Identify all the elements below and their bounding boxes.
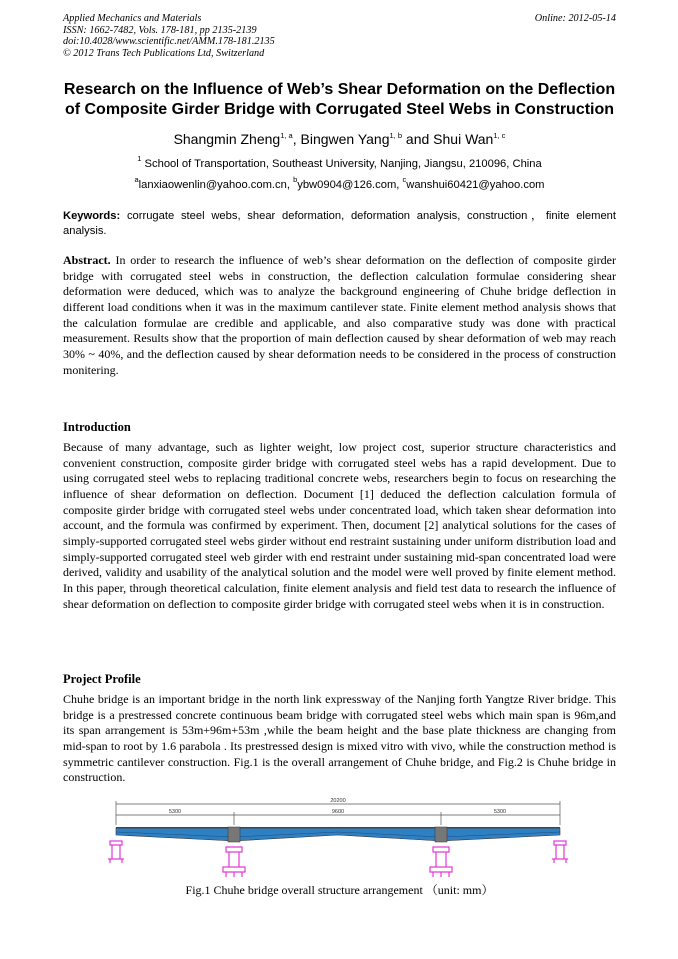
figure-caption: Fig.1 Chuhe bridge overall structure arrangement （unit: mm）	[185, 883, 494, 897]
keywords-label: Keywords:	[63, 210, 121, 222]
affiliation	[63, 154, 616, 172]
bridge-figure	[100, 797, 578, 882]
title-line-2: of Composite Girder Bridge with Corrugated Steel Webs in Construction	[64, 101, 615, 118]
author-name: Shangmin Zheng	[173, 131, 281, 147]
affiliation-text: School of Transportation, Southeast University, Nanjing, Jiangsu, 210096, China	[141, 158, 542, 170]
journal-name: Applied Mechanics and Materials	[63, 13, 202, 24]
author-name: Bingwen Yang	[300, 131, 390, 147]
paper-title	[63, 80, 616, 120]
author-sup: 1, c	[493, 131, 506, 140]
title-line-1: Research on the Influence of Web’s Shear Deformation on the Deflection	[63, 81, 616, 98]
email-sup: c	[402, 175, 407, 184]
author-sup: 1, a	[280, 131, 293, 140]
pier-right-end	[552, 841, 568, 863]
email-sup: a	[134, 175, 139, 184]
author-sup: 1, b	[389, 131, 403, 140]
pier-main-right	[430, 847, 452, 877]
section-heading-project-profile: Project Profile	[63, 672, 141, 686]
author-sep: ,	[292, 131, 301, 147]
bridge-elevation-drawing	[100, 797, 578, 882]
issn-line: ISSN: 1662-7482, Vols. 178-181, pp 2135-2139	[63, 24, 257, 36]
online-date: Online: 2012-05-14	[534, 13, 616, 24]
copyright-line: © 2012 Trans Tech Publications Ltd, Switzerland	[63, 47, 265, 59]
author-name: Shui Wan	[433, 131, 494, 147]
email-link[interactable]: wanshui60421@yahoo.com	[406, 179, 545, 191]
abstract	[63, 253, 616, 378]
keywords	[63, 209, 616, 239]
keywords-text: corrugate steel webs, shear deformation, deformation analysis, construction，finite element analysis.	[63, 210, 616, 237]
affiliation-sup: 1	[137, 154, 142, 163]
pier-main-left	[223, 847, 245, 877]
span-label: 5300	[493, 809, 507, 815]
author-sep: and	[402, 131, 434, 147]
email-link[interactable]: ybw0904@126.com,	[297, 179, 403, 191]
author-list	[63, 130, 616, 148]
abstract-label: Abstract.	[63, 253, 111, 267]
introduction-text: Because of many advantage, such as lighter weight, low project cost, superior structure characteristics and convenient construction, composite girder bridge with corrugated steel webs has a rapid development. Due to using corrugated steel webs to replacing traditional concrete webs, researchers begin to focus on researching the influence of shear deformation on deflection. Document [1] deduced the deflection calculation formula of composite girder bridge with corrugated steel webs under concentrated load, which taken shear deformation into account, and the formula was confirmed by experiment. Then, document [2] analytical solutions for the cases of simply-supported corrugated steel webs girder without end restraint sustaining under uniform distribution load and simply-supported corrugated steel web girder with end restraint under sustaining mid-span concentrated load were derived, validity and usability of the analytical solution and the model were well proved by finite element method. In this paper, through theoretical calculation, finite element analysis and field test data to research the influence of shear deformation on deflection to composite girder bridge with corrugated steel webs when it is in construction.	[63, 440, 616, 611]
journal-header	[63, 13, 616, 59]
total-length-label: 20200	[330, 798, 346, 804]
span-label: 9600	[331, 809, 345, 815]
doi-line: doi:10.4028/www.scientific.net/AMM.178-181.2135	[63, 36, 275, 48]
section-heading-introduction: Introduction	[63, 420, 131, 434]
email-link[interactable]: lanxiaowenlin@yahoo.com.cn,	[138, 179, 294, 191]
span-label: 5300	[168, 809, 182, 815]
project-profile-text: Chuhe bridge is an important bridge in the north link expressway of the Nanjing forth Yangtze River bridge. This bridge is a prestressed concrete continuous beam bridge with corrugated steel webs which main span is 96m,and its span arrangement is 53m+96m+53m ,while the beam height and the base plate thickness are changing from mid-span to root by 1.6 parabola . Its prestressed design is mixed vitro with vivo, while the construction method is symmetric cantilever construction. Fig.1 is the overall arrangement of Chuhe bridge, and Fig.2 is Chuhe bridge in construction.	[63, 692, 616, 785]
email-sup: b	[293, 175, 298, 184]
pier-left-end	[108, 841, 124, 863]
email-list	[63, 175, 616, 193]
girder	[116, 827, 560, 842]
abstract-text: In order to research the influence of web’s shear deformation on the deflection of composite girder bridge with corrugated steel webs in construction, the deflection calculation formulae considering shear deformation were deduced, which was to analyze the background engineering of Chuhe bridge deflection in different load conditions when it was in the maximum cantilever state. Finite element method analysis shows that the calculation formulae are credible and applicable, and also comparative study was done with practical measurement. Results show that the proportion of main deflection caused by shear deformation of web may reach 30% ~ 40%, and the deflection caused by shear deformation needs to be considered in the process of construction monitering.	[63, 253, 616, 377]
